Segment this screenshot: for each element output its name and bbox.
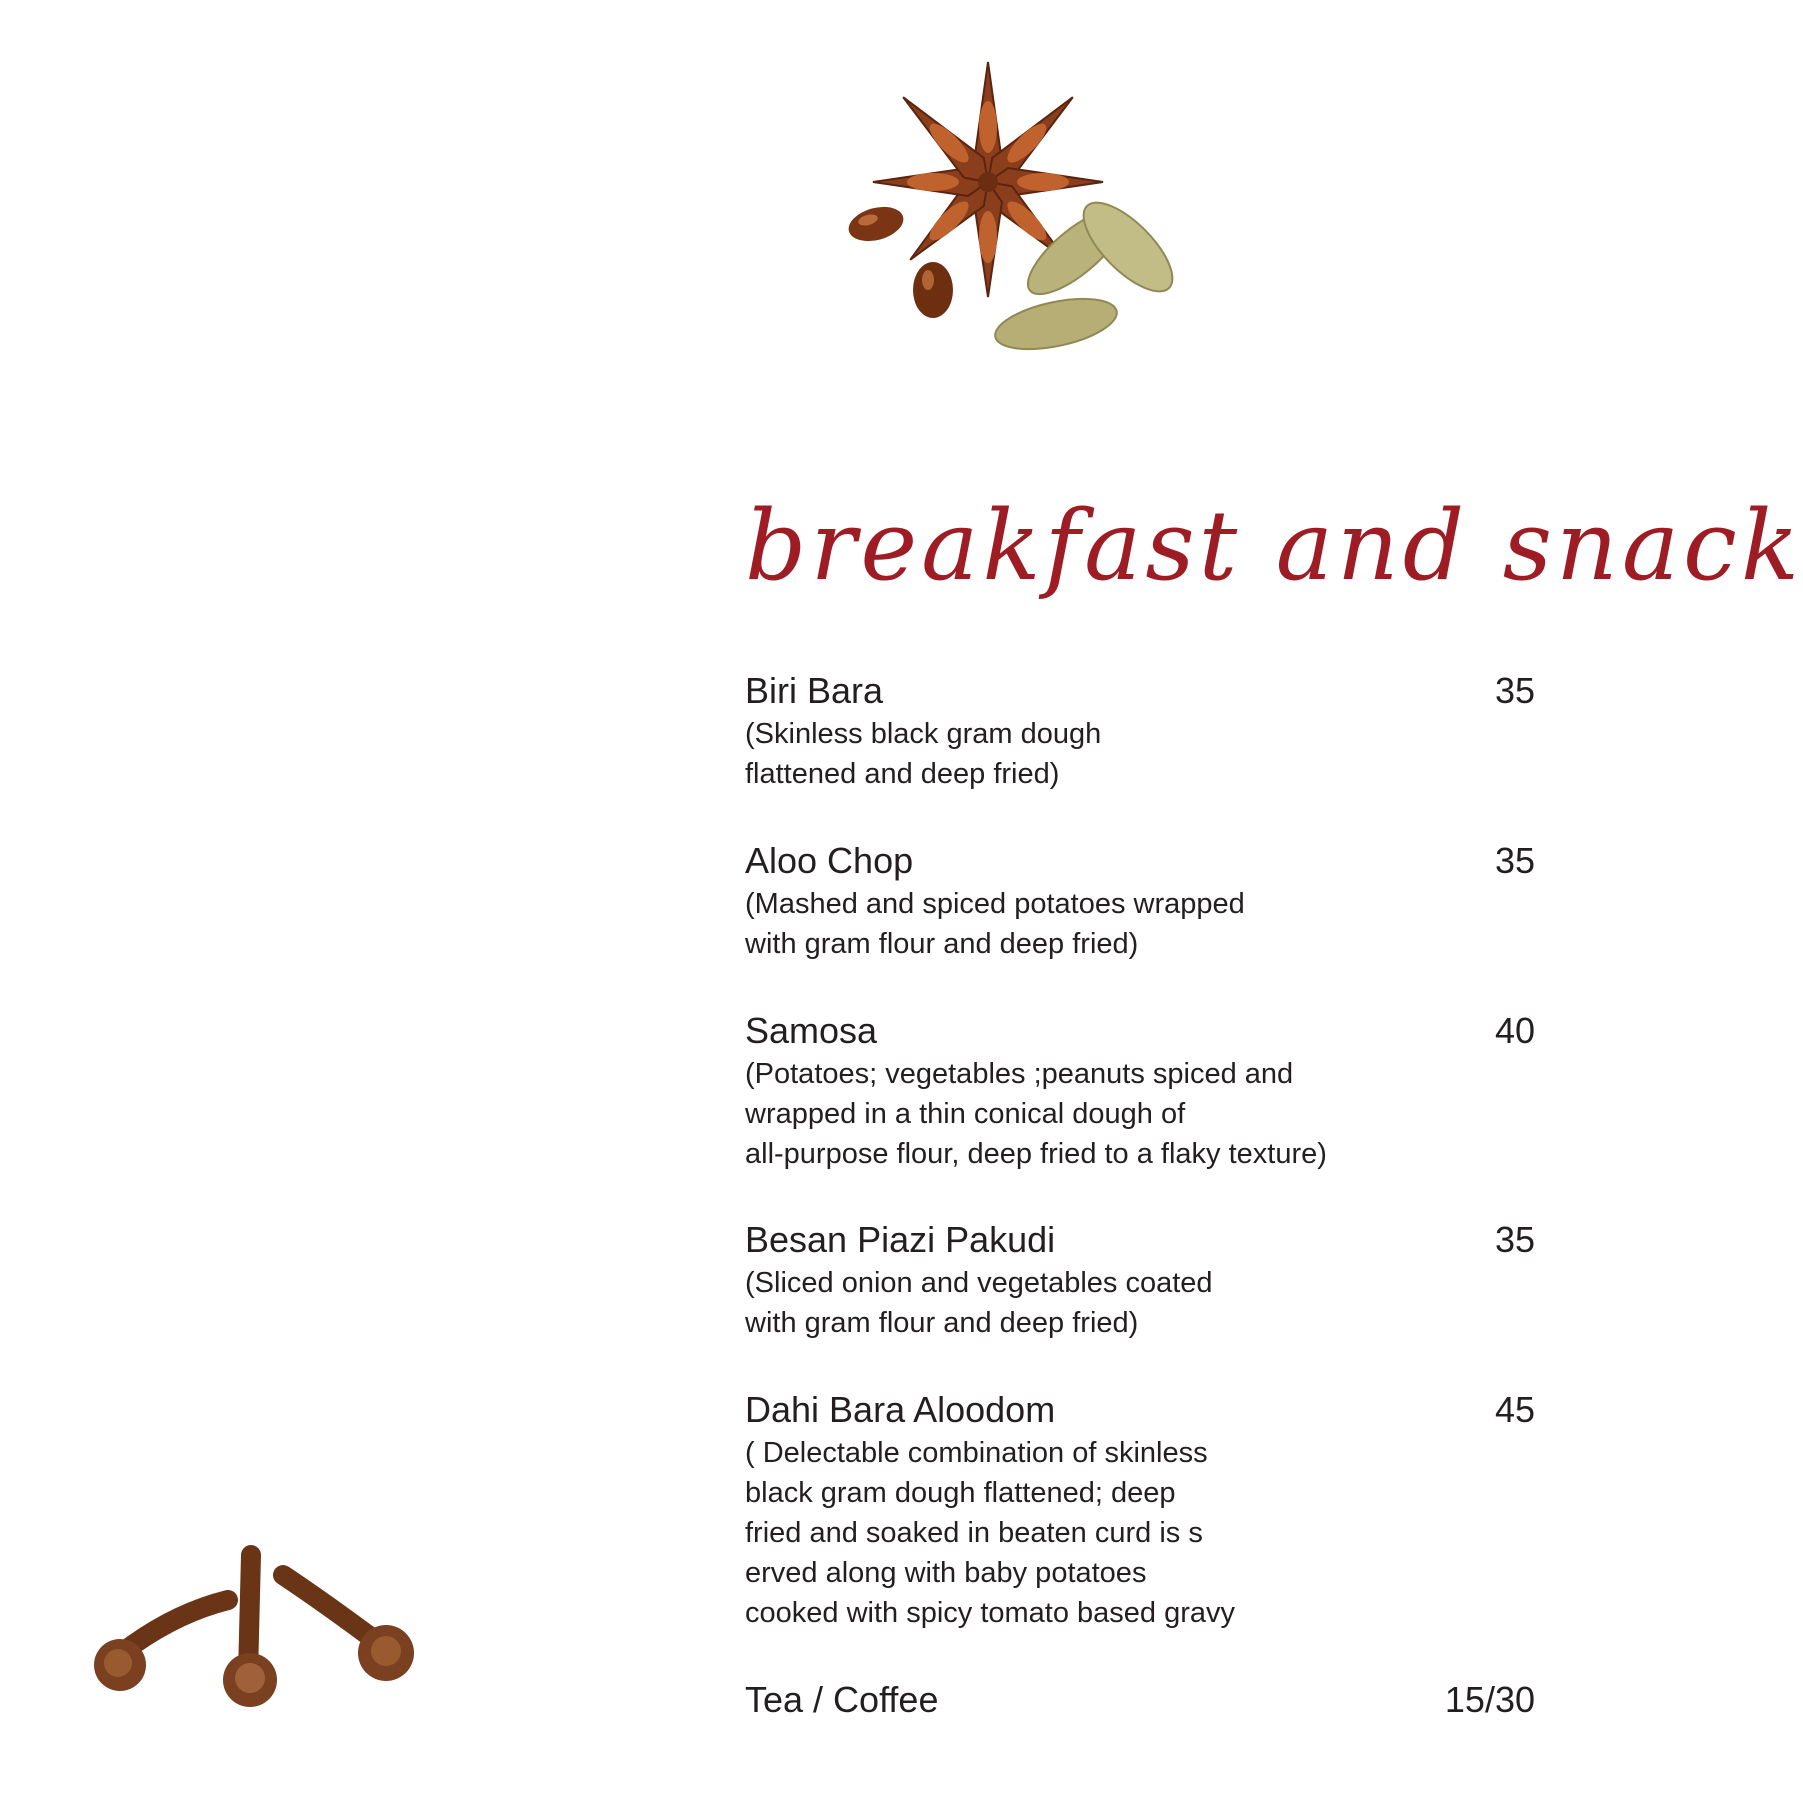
item-description xyxy=(745,714,1425,794)
menu-item-aloo-chop xyxy=(745,840,1535,964)
item-name: Aloo Chop xyxy=(745,840,914,881)
description-line: wrapped in a thin conical dough of xyxy=(745,1098,1186,1130)
item-name: Dahi Bara Aloodom xyxy=(745,1389,1056,1430)
cloves-illustration xyxy=(88,1535,428,1710)
item-name: Besan Piazi Pakudi xyxy=(745,1219,1056,1260)
item-description xyxy=(745,884,1425,964)
item-description xyxy=(745,1054,1425,1174)
item-description xyxy=(745,1433,1425,1633)
description-line: with gram flour and deep fried) xyxy=(745,928,1139,960)
description-line: all-purpose flour, deep fried to a flaky texture) xyxy=(745,1138,1327,1170)
item-price: 15/30 xyxy=(1444,1679,1535,1720)
description-line: cooked with spicy tomato based gravy xyxy=(745,1597,1236,1629)
description-line: fried and soaked in beaten curd is s xyxy=(745,1517,1203,1549)
item-price: 35 xyxy=(1494,840,1535,881)
menu-item-dahi-bara-aloodom xyxy=(745,1389,1535,1633)
item-price: 35 xyxy=(1494,1219,1535,1260)
menu-item-samosa xyxy=(745,1010,1535,1174)
item-description xyxy=(745,1263,1425,1343)
item-price: 40 xyxy=(1494,1010,1535,1051)
item-name: Biri Bara xyxy=(745,670,884,711)
description-line: (Sliced onion and vegetables coated xyxy=(745,1267,1213,1299)
menu-item-biri-bara xyxy=(745,670,1535,794)
description-line: black gram dough flattened; deep xyxy=(745,1477,1176,1509)
description-line: (Mashed and spiced potatoes wrapped xyxy=(745,888,1245,920)
description-line: flattened and deep fried) xyxy=(745,758,1060,790)
description-line: with gram flour and deep fried) xyxy=(745,1307,1139,1339)
item-price: 45 xyxy=(1494,1389,1535,1430)
menu-item-besan-piazi-pakudi xyxy=(745,1219,1535,1343)
page-title: breakfast and snack xyxy=(745,490,1803,602)
item-name: Tea / Coffee xyxy=(745,1679,939,1720)
description-line: ( Delectable combination of skinless xyxy=(745,1437,1208,1469)
menu-item-tea-coffee xyxy=(745,1679,1535,1721)
star-anise-cardamom-illustration xyxy=(838,52,1218,382)
item-price: 35 xyxy=(1494,670,1535,711)
description-line: (Potatoes; vegetables ;peanuts spiced and xyxy=(745,1058,1294,1090)
item-name: Samosa xyxy=(745,1010,878,1051)
description-line: erved along with baby potatoes xyxy=(745,1557,1147,1589)
description-line: (Skinless black gram dough xyxy=(745,718,1102,750)
